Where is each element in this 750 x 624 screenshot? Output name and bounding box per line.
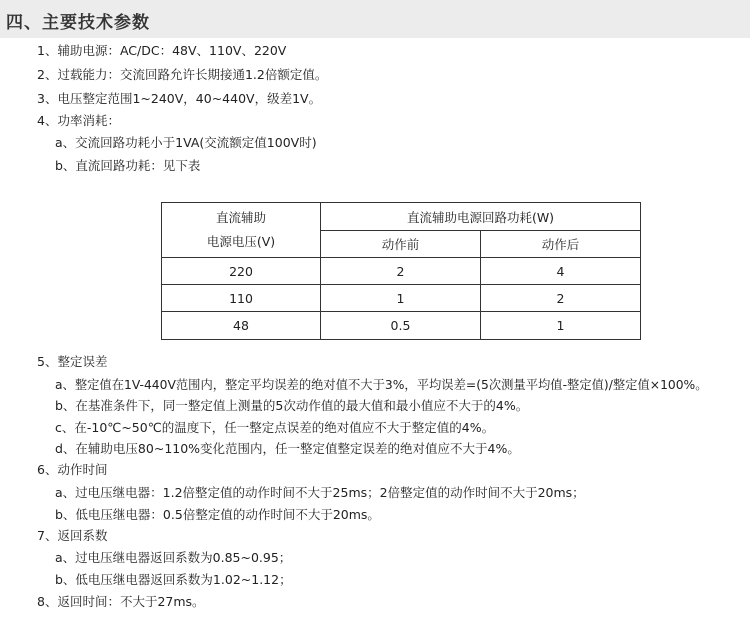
table-header-voltage: [162, 203, 321, 258]
item-aux-power: 1、辅助电源：AC/DC：48V、110V、220V: [37, 43, 287, 58]
item-power-consumption: 4、功率消耗：: [37, 113, 120, 128]
item-action-time: 6、动作时间: [37, 462, 108, 477]
item-return-time: 8、返回时间：不大于27ms。: [37, 594, 205, 609]
item-setting-error-d: d、在辅助电压80~110%变化范围内，任一整定值整定误差的绝对值应不大于4%。: [55, 441, 520, 456]
table-header-after: 动作后: [481, 231, 641, 258]
item-action-time-b: b、低电压继电器：0.5倍整定值的动作时间不大于20ms。: [55, 507, 380, 522]
table-row: [162, 285, 641, 312]
table-header-voltage-line2: 电源电压(V): [206, 234, 276, 249]
table-row: [162, 258, 641, 285]
dc-power-table: [161, 202, 641, 340]
item-return-coefficient-b: b、低电压继电器返回系数为1.02~1.12；: [55, 572, 292, 587]
table-row: [162, 312, 641, 340]
table-cell-before: 1: [321, 285, 481, 312]
table-header-group: 直流辅助电源回路功耗(W): [321, 203, 641, 231]
table-cell-voltage: 220: [162, 258, 321, 285]
table-header-voltage-line1: 直流辅助: [215, 210, 266, 225]
section-title: 四、主要技术参数: [6, 13, 150, 33]
item-return-coefficient-a: a、过电压继电器返回系数为0.85~0.95；: [55, 550, 292, 565]
item-overload: 2、过载能力：交流回路允许长期接通1.2倍额定值。: [37, 67, 328, 82]
item-action-time-a: a、过电压继电器：1.2倍整定值的动作时间不大于25ms；2倍整定值的动作时间不大于20ms；: [55, 485, 585, 500]
table-cell-after: 2: [481, 285, 641, 312]
table-cell-voltage: 48: [162, 312, 321, 340]
table-header-before: 动作前: [321, 231, 481, 258]
item-return-coefficient: 7、返回系数: [37, 528, 108, 543]
item-setting-range: 3、电压整定范围1~240V，40~440V，级差1V。: [37, 91, 322, 106]
item-setting-error-a: a、整定值在1V-440V范围内，整定平均误差的绝对值不大于3%，平均误差=(5次测量平均值-整定值)/整定值×100%。: [55, 378, 708, 392]
table-cell-after: 1: [481, 312, 641, 340]
item-setting-error-b: b、在基准条件下，同一整定值上测量的5次动作值的最大值和最小值应不大于的4%。: [55, 398, 529, 413]
item-power-consumption-a: a、交流回路功耗小于1VA(交流额定值100V时): [55, 135, 317, 150]
section-header: [0, 0, 750, 38]
table-cell-before: 0.5: [321, 312, 481, 340]
table-cell-voltage: 110: [162, 285, 321, 312]
table-cell-after: 4: [481, 258, 641, 285]
item-power-consumption-b: b、直流回路功耗：见下表: [55, 158, 201, 173]
table-cell-before: 2: [321, 258, 481, 285]
item-setting-error-c: c、在-10℃~50℃的温度下，任一整定点误差的绝对值应不大于整定值的4%。: [55, 420, 495, 435]
item-setting-error: 5、整定误差: [37, 354, 108, 369]
